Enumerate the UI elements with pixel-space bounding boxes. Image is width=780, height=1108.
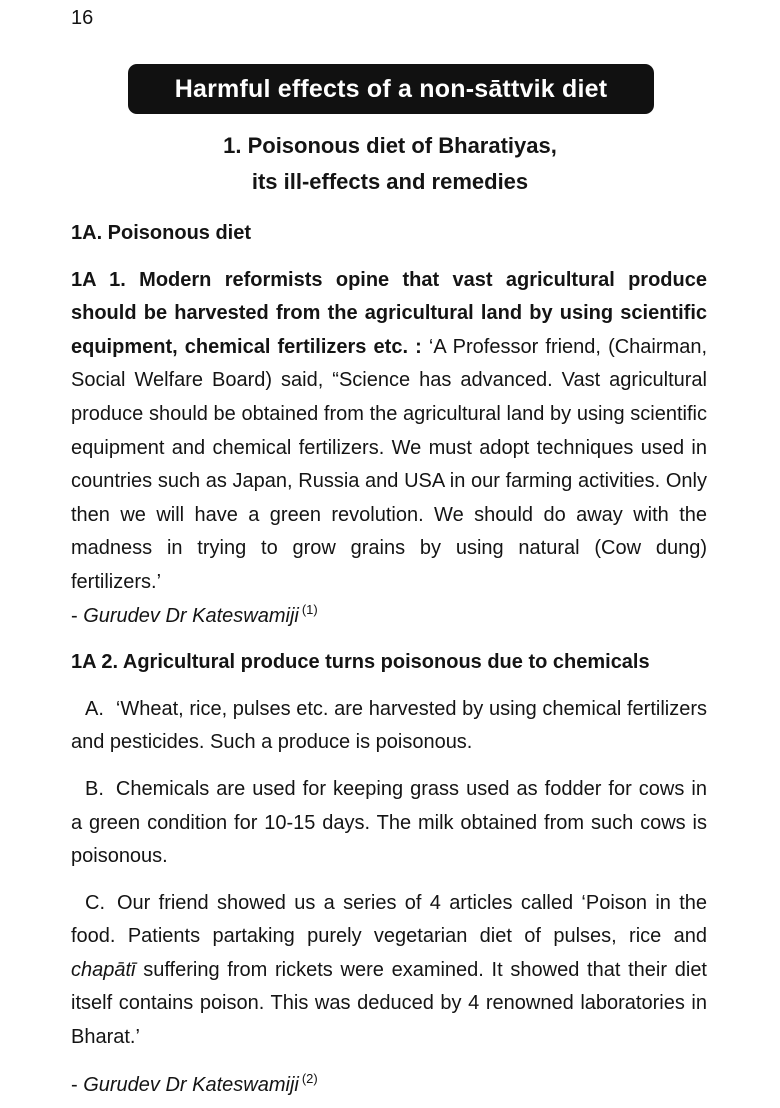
page-number: 16 bbox=[71, 7, 94, 29]
section-title-line-1: 1. Poisonous diet of Bharatiyas, bbox=[223, 133, 557, 158]
list-item-a bbox=[71, 693, 707, 760]
list-item-a-text: ‘Wheat, rice, pulses etc. are harvested by using chemical fertilizers and pesticides. Such a produce is poisonous. bbox=[71, 697, 707, 754]
paragraph-1a1-lead: 1A 1. Modern reformists opine that vast agricultural produce should be harvested from the agricultural land by using scientific equipment, chemical fertilizers etc. : bbox=[71, 268, 707, 358]
paragraph-1a1-text: ‘A Professor friend, (Chairman, Social Welfare Board) said, “Science has advanced. Vast agricultural produce should be obtained from the agricultural land by using scientific equipment and chemical fertilizers. We must adopt techniques used in countries such as Japan, Russia and USA in our farming activities. Only then we will have a green revolution. We should do away with the madness in trying to grow grains by using natural (Cow dung) fertilizers.’ bbox=[71, 335, 707, 593]
list-item-c-text-before: Our friend showed us a series of 4 articles called ‘Poison in the food. Patients partaking purely vegetarian diet of pulses, rice and bbox=[71, 891, 707, 948]
body-content bbox=[71, 217, 707, 1102]
attribution-1 bbox=[71, 600, 707, 634]
section-title bbox=[0, 128, 780, 200]
list-item-b-text: Chemicals are used for keeping grass used as fodder for cows in a green condition for 10-15 days. The milk obtained from such cows is poisonous. bbox=[71, 777, 707, 868]
list-item-a-letter: A. bbox=[85, 697, 104, 720]
section-title-line-2: its ill-effects and remedies bbox=[251, 169, 529, 194]
list-item-c bbox=[71, 887, 707, 1055]
attribution-2-name: Gurudev Dr Kateswamiji bbox=[83, 1073, 299, 1096]
attribution-2-prefix: - bbox=[71, 1073, 84, 1096]
list-item-c-text-after: suffering from rickets were examined. It showed that their diet itself contains poison. This was deduced by 4 renowned laboratories in Bharat.’ bbox=[71, 958, 707, 1049]
chapter-title-banner bbox=[128, 64, 654, 114]
attribution-1-prefix: - bbox=[71, 604, 84, 627]
list-item-c-letter: C. bbox=[85, 891, 105, 914]
attribution-2-ref: (2) bbox=[301, 1070, 318, 1086]
attribution-1-name: Gurudev Dr Kateswamiji bbox=[83, 604, 299, 627]
paragraph-1a1 bbox=[71, 264, 707, 600]
list-item-c-italic-word: chapātī bbox=[71, 958, 136, 981]
list-item-b-letter: B. bbox=[85, 777, 104, 800]
subsection-heading-1a: 1A. Poisonous diet bbox=[71, 222, 252, 244]
chapter-title: Harmful effects of a non-sāttvik diet bbox=[174, 74, 608, 103]
list-item-b bbox=[71, 773, 707, 874]
attribution-1-ref: (1) bbox=[301, 601, 318, 617]
subsection-heading-1a2: 1A 2. Agricultural produce turns poisonous due to chemicals bbox=[71, 651, 650, 674]
attribution-2 bbox=[71, 1069, 707, 1103]
